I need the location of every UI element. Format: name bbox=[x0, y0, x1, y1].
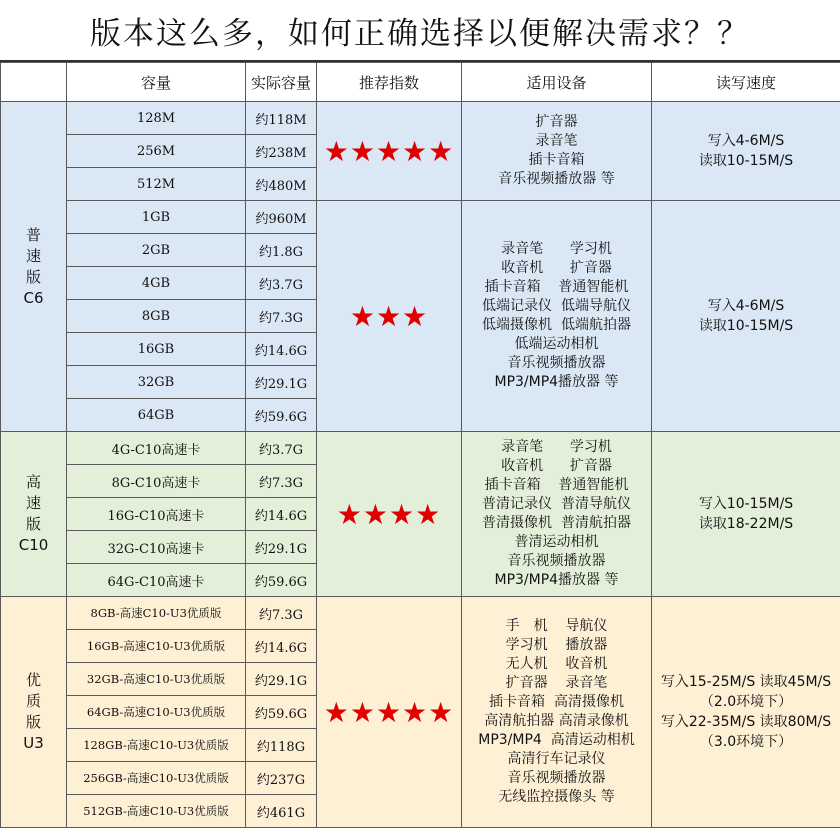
capacity-cell: 2GB bbox=[67, 234, 246, 267]
header-devices: 适用设备 bbox=[462, 63, 652, 102]
header-row bbox=[1, 63, 840, 102]
speed-cell: 写入4-6M/S 读取10-15M/S bbox=[652, 102, 840, 201]
actual-capacity-cell: 约59.6G bbox=[246, 696, 317, 729]
actual-capacity-cell: 约237G bbox=[246, 762, 317, 795]
capacity-cell: 4G-C10高速卡 bbox=[67, 432, 246, 465]
rating-stars: ★★★★ bbox=[317, 432, 462, 597]
actual-capacity-cell: 约14.6G bbox=[246, 333, 317, 366]
table-row bbox=[1, 597, 840, 630]
capacity-cell: 64GB-高速C10-U3优质版 bbox=[67, 696, 246, 729]
actual-capacity-cell: 约29.1G bbox=[246, 366, 317, 399]
speed-cell: 写入10-15M/S 读取18-22M/S bbox=[652, 432, 840, 597]
rating-stars: ★★★★★ bbox=[317, 597, 462, 828]
actual-capacity-cell: 约3.7G bbox=[246, 267, 317, 300]
speed-cell: 写入15-25M/S 读取45M/S （2.0环境下） 写入22-35M/S 读取80M/S （3.0环境下） bbox=[652, 597, 840, 828]
capacity-cell: 32G-C10高速卡 bbox=[67, 531, 246, 564]
table-row bbox=[1, 102, 840, 135]
header-rating: 推荐指数 bbox=[317, 63, 462, 102]
actual-capacity-cell: 约29.1G bbox=[246, 663, 317, 696]
actual-capacity-cell: 约960M bbox=[246, 201, 317, 234]
actual-capacity-cell: 约7.3G bbox=[246, 300, 317, 333]
table-row bbox=[1, 201, 840, 234]
rating-stars: ★★★ bbox=[317, 201, 462, 432]
actual-capacity-cell: 约3.7G bbox=[246, 432, 317, 465]
capacity-cell: 1GB bbox=[67, 201, 246, 234]
actual-capacity-cell: 约14.6G bbox=[246, 498, 317, 531]
devices-cell: 扩音器 录音笔 插卡音箱 音乐视频播放器 等 bbox=[462, 102, 652, 201]
devices-cell: 手 机 导航仪 学习机 播放器 无人机 收音机 扩音器 录音笔 插卡音箱 高清摄像机 高清航拍器 高清录像机 MP3/MP4 高清运动相机 高清行车记录仪 音乐视频播放器 无线监控摄像头 等 bbox=[462, 597, 652, 828]
capacity-cell: 64GB bbox=[67, 399, 246, 432]
table-row bbox=[1, 432, 840, 465]
group-label-text: 优 质 版 U3 bbox=[23, 671, 44, 752]
capacity-cell: 8GB bbox=[67, 300, 246, 333]
devices-cell: 录音笔 学习机 收音机 扩音器 插卡音箱 普通智能机 低端记录仪 低端导航仪 低端摄像机 低端航拍器 低端运动相机 音乐视频播放器 MP3/MP4播放器 等 bbox=[462, 201, 652, 432]
capacity-cell: 64G-C10高速卡 bbox=[67, 564, 246, 597]
capacity-cell: 16GB bbox=[67, 333, 246, 366]
actual-capacity-cell: 约480M bbox=[246, 168, 317, 201]
actual-capacity-cell: 约7.3G bbox=[246, 597, 317, 630]
capacity-cell: 128GB-高速C10-U3优质版 bbox=[67, 729, 246, 762]
speed-cell: 写入4-6M/S 读取10-15M/S bbox=[652, 201, 840, 432]
capacity-cell: 256GB-高速C10-U3优质版 bbox=[67, 762, 246, 795]
header-actual-capacity: 实际容量 bbox=[246, 63, 317, 102]
actual-capacity-cell: 约238M bbox=[246, 135, 317, 168]
capacity-cell: 16G-C10高速卡 bbox=[67, 498, 246, 531]
capacity-cell: 512M bbox=[67, 168, 246, 201]
header-blank bbox=[1, 63, 67, 102]
capacity-cell: 256M bbox=[67, 135, 246, 168]
actual-capacity-cell: 约14.6G bbox=[246, 630, 317, 663]
group-label-text: 普 速 版 C6 bbox=[23, 225, 44, 307]
actual-capacity-cell: 约118G bbox=[246, 729, 317, 762]
actual-capacity-cell: 约59.6G bbox=[246, 399, 317, 432]
actual-capacity-cell: 约29.1G bbox=[246, 531, 317, 564]
capacity-cell: 32GB bbox=[67, 366, 246, 399]
sd-card-comparison-table bbox=[0, 62, 840, 828]
actual-capacity-cell: 约59.6G bbox=[246, 564, 317, 597]
capacity-cell: 32GB-高速C10-U3优质版 bbox=[67, 663, 246, 696]
actual-capacity-cell: 约461G bbox=[246, 795, 317, 828]
group-label-c6 bbox=[1, 102, 67, 432]
group-label-c10 bbox=[1, 432, 67, 597]
actual-capacity-cell: 约1.8G bbox=[246, 234, 317, 267]
rating-stars: ★★★★★ bbox=[317, 102, 462, 201]
capacity-cell: 4GB bbox=[67, 267, 246, 300]
actual-capacity-cell: 约7.3G bbox=[246, 465, 317, 498]
capacity-cell: 8G-C10高速卡 bbox=[67, 465, 246, 498]
header-speed: 读写速度 bbox=[652, 63, 840, 102]
capacity-cell: 512GB-高速C10-U3优质版 bbox=[67, 795, 246, 828]
capacity-cell: 8GB-高速C10-U3优质版 bbox=[67, 597, 246, 630]
header-capacity: 容量 bbox=[67, 63, 246, 102]
actual-capacity-cell: 约118M bbox=[246, 102, 317, 135]
capacity-cell: 128M bbox=[67, 102, 246, 135]
page-title: 版本这么多，如何正确选择以便解决需求？？ bbox=[0, 0, 840, 62]
group-label-text: 高 速 版 C10 bbox=[18, 473, 49, 554]
capacity-cell: 16GB-高速C10-U3优质版 bbox=[67, 630, 246, 663]
group-label-u3 bbox=[1, 597, 67, 828]
devices-cell: 录音笔 学习机 收音机 扩音器 插卡音箱 普通智能机 普清记录仪 普清导航仪 普清摄像机 普清航拍器 普清运动相机 音乐视频播放器 MP3/MP4播放器 等 bbox=[462, 432, 652, 597]
